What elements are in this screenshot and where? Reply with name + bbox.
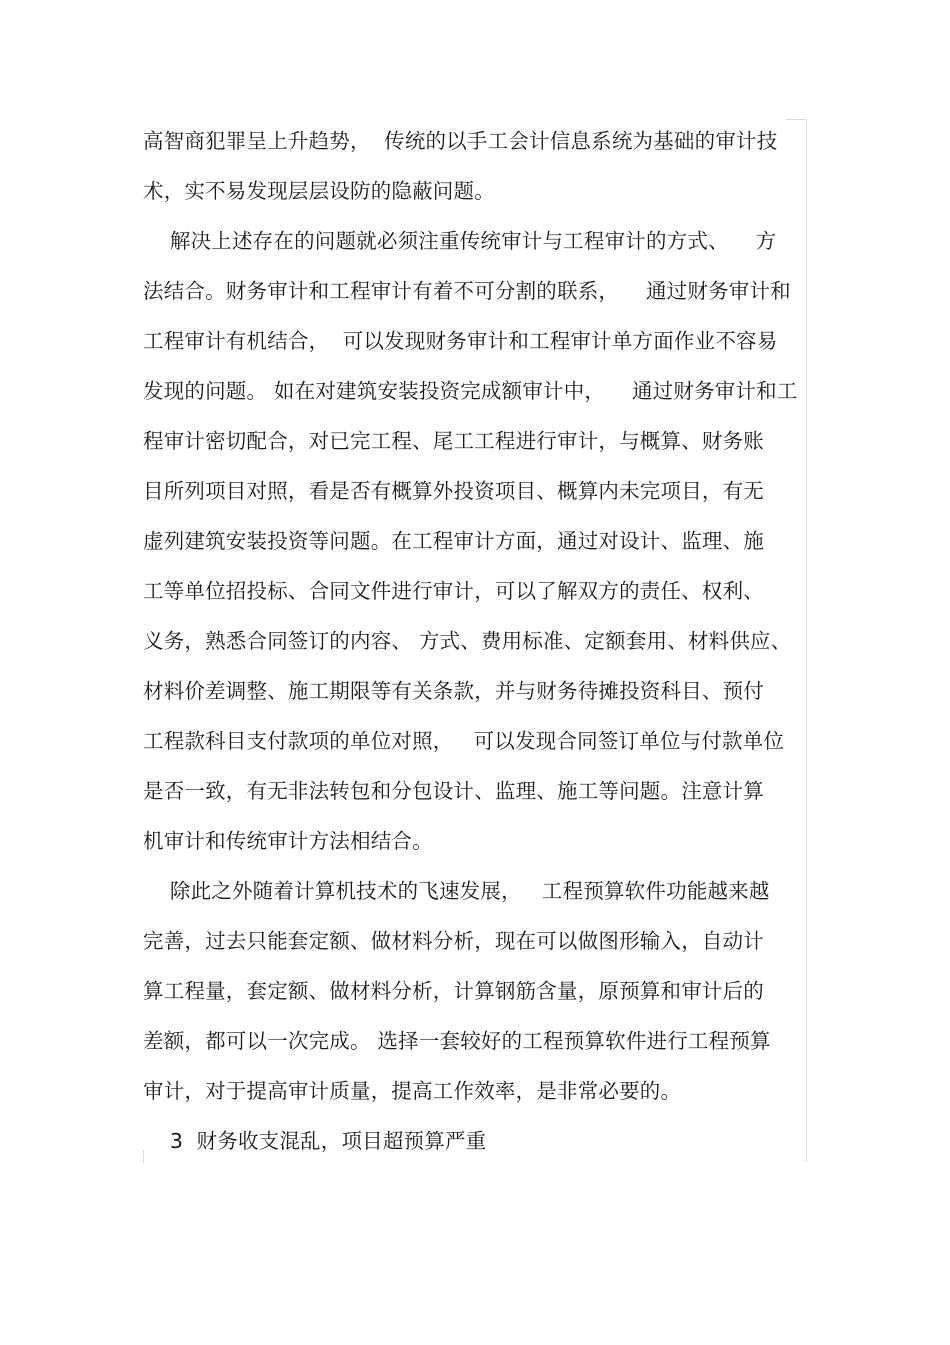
text-line: 术，实不易发现层层设防的隐蔽问题。 xyxy=(143,179,495,203)
text-line: 高智商犯罪呈上升趋势， 传统的以手工会计信息系统为基础的审计技 xyxy=(143,129,778,153)
text-line: 机审计和传统审计方法相结合。 xyxy=(143,829,433,853)
section-heading: 3 财务收支混乱，项目超预算严重 xyxy=(143,1129,487,1153)
body-text xyxy=(143,116,807,1166)
text-line: 发现的问题。 如在对建筑安装投资完成额审计中， 通过财务审计和工 xyxy=(143,379,798,403)
text-line: 工程审计有机结合， 可以发现财务审计和工程审计单方面作业不容易 xyxy=(143,329,778,353)
text-line: 是否一致，有无非法转包和分包设计、监理、施工等问题。注意计算 xyxy=(143,779,764,803)
text-line: 算工程量，套定额、做材料分析，计算钢筋含量，原预算和审计后的 xyxy=(143,979,764,1003)
text-line: 审计，对于提高审计质量，提高工作效率，是非常必要的。 xyxy=(143,1079,682,1103)
text-line: 程审计密切配合，对已完工程、尾工工程进行审计，与概算、财务账 xyxy=(143,429,764,453)
text-line: 解决上述存在的问题就必须注重传统审计与工程审计的方式、 方 xyxy=(143,229,777,253)
text-line: 差额，都可以一次完成。 选择一套较好的工程预算软件进行工程预算 xyxy=(143,1029,771,1053)
text-line: 虚列建筑安装投资等问题。在工程审计方面，通过对设计、监理、施 xyxy=(143,529,764,553)
text-line: 材料价差调整、施工期限等有关条款，并与财务待摊投资科目、预付 xyxy=(143,679,764,703)
text-line: 完善，过去只能套定额、做材料分析，现在可以做图形输入，自动计 xyxy=(143,929,764,953)
text-line: 工等单位招投标、合同文件进行审计，可以了解双方的责任、权利、 xyxy=(143,579,764,603)
text-line: 除此之外随着计算机技术的飞速发展， 工程预算软件功能越来越 xyxy=(143,879,770,903)
text-line: 法结合。财务审计和工程审计有着不可分割的联系， 通过财务审计和 xyxy=(143,279,791,303)
text-line: 工程款科目支付款项的单位对照， 可以发现合同签订单位与付款单位 xyxy=(143,729,785,753)
text-line: 义务，熟悉合同签订的内容、 方式、费用标准、定额套用、材料供应、 xyxy=(143,629,792,653)
text-line: 目所列项目对照，看是否有概算外投资项目、概算内未完项目，有无 xyxy=(143,479,764,503)
